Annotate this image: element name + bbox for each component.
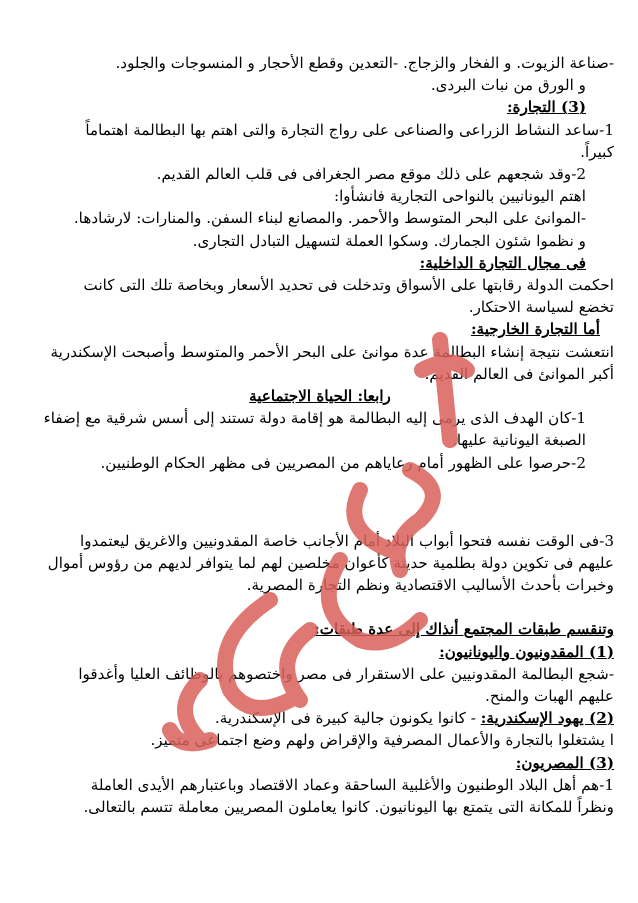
text-line: و الورق من نبات البردى. <box>430 76 586 95</box>
text-line: عليهم الهبات والمنح. <box>485 687 614 706</box>
text-line: -الموانئ على البحر المتوسط والأحمر. والمصانع لبناء السفن. والمنارات: لارشادها. <box>73 209 586 228</box>
text-fragment: - كانوا يكونون جالية كبيرة فى الإسكندرية. <box>214 709 481 728</box>
text-line: تخضع لسياسة الاحتكار. <box>468 298 614 317</box>
text-line-jews <box>26 707 614 729</box>
text-line: احكمت الدولة رقابتها على الأسواق وتدخلت فى تحديد الأسعار وبخاصة تلك التى كانت <box>83 276 614 295</box>
subheading-egyptians: (3) المصريون: <box>515 753 614 772</box>
text-line: اهتم اليونانيين بالنواحى التجارية فانشأوا: <box>333 187 586 206</box>
spacer <box>26 474 614 530</box>
text-line: وخبرات بأحدث الأساليب الاقتصادية ونظم التجارة المصرية. <box>246 576 614 595</box>
text-line: ا يشتغلوا بالتجارة والأعمال المصرفية والإقراض ولهم وضع اجتماعى متميز. <box>150 731 614 750</box>
text-line: 3-فى الوقت نفسه فتحوا أبواب البلاد أمام الأجانب خاصة المقدونيين والاغريق ليعتمدوا <box>80 531 614 550</box>
text-line: 1-كان الهدف الذى يرمى إليه البطالمة هو إقامة دولة تستند إلى أسس شرقية مع إضفاء <box>43 409 586 428</box>
text-line: كبيراً. <box>580 142 614 161</box>
subheading-macedonians: (1) المقدونيون واليونانيون: <box>439 642 614 661</box>
text-line: انتعشت نتيجة إنشاء البطالمة عدة موانئ على البحر الأحمر والمتوسط وأصبحت الإسكندرية <box>50 342 614 361</box>
text-line: 2-حرصوا على الظهور أمام رعاياهم من المصريين فى مظهر الحكام الوطنيين. <box>100 453 586 472</box>
subheading-domestic-trade: فى مجال التجارة الداخلية: <box>419 253 586 272</box>
text-line: ونظراً للمكانة التى يتمتع بها اليونانيون. كانوا يعاملون المصريين معاملة تتسم بالتعالى. <box>83 798 614 817</box>
spacer <box>26 596 614 618</box>
text-line: عليهم فى تكوين دولة بطلمية حديثة كأعوان مخلصين لهم لما يتوافر لديهم من رؤوس أموال <box>47 554 614 573</box>
text-line: أكبر الموانئ فى العالم القديم. <box>424 364 614 383</box>
document-body <box>26 52 614 818</box>
text-line: -شجع البطالمة المقدونيين على الاستقرار فى مصر واختصوهم بالوظائف العليا وأغدقوا <box>78 664 614 683</box>
text-line: -صناعة الزيوت. و الفخار والزجاج. -التعدين وقطع الأحجار و المنسوجات والجلود. <box>115 54 614 72</box>
subheading-foreign-trade: أما التجارة الخارجية: <box>470 320 600 339</box>
section-heading-trade: (3) التجارة: <box>507 98 586 117</box>
text-line: 1-هم أهل البلاد الوطنيون والأغلبية الساحقة وعماد الاقتصاد وباعتبارهم الأيدى العاملة <box>90 775 614 794</box>
section-heading-social: رابعا: الحياة الاجتماعية <box>249 387 391 406</box>
subheading-jews: (2) يهود الإسكندرية: <box>480 709 614 728</box>
text-line: و نظموا شئون الجمارك. وسكوا العملة لتسهيل التبادل التجارى. <box>192 231 586 250</box>
text-line: 1-ساعد النشاط الزراعى والصناعى على رواج التجارة والتى اهتم بها البطالمة اهتماماً <box>85 120 614 139</box>
text-line: 2-وقد شجعهم على ذلك موقع مصر الجغرافى فى قلب العالم القديم. <box>156 165 586 184</box>
text-line: الصبغة اليونانية عليها. <box>452 431 586 450</box>
heading-social-classes: وتنقسم طبقات المجتمع أنذاك إلى عدة طبقات: <box>314 620 614 639</box>
